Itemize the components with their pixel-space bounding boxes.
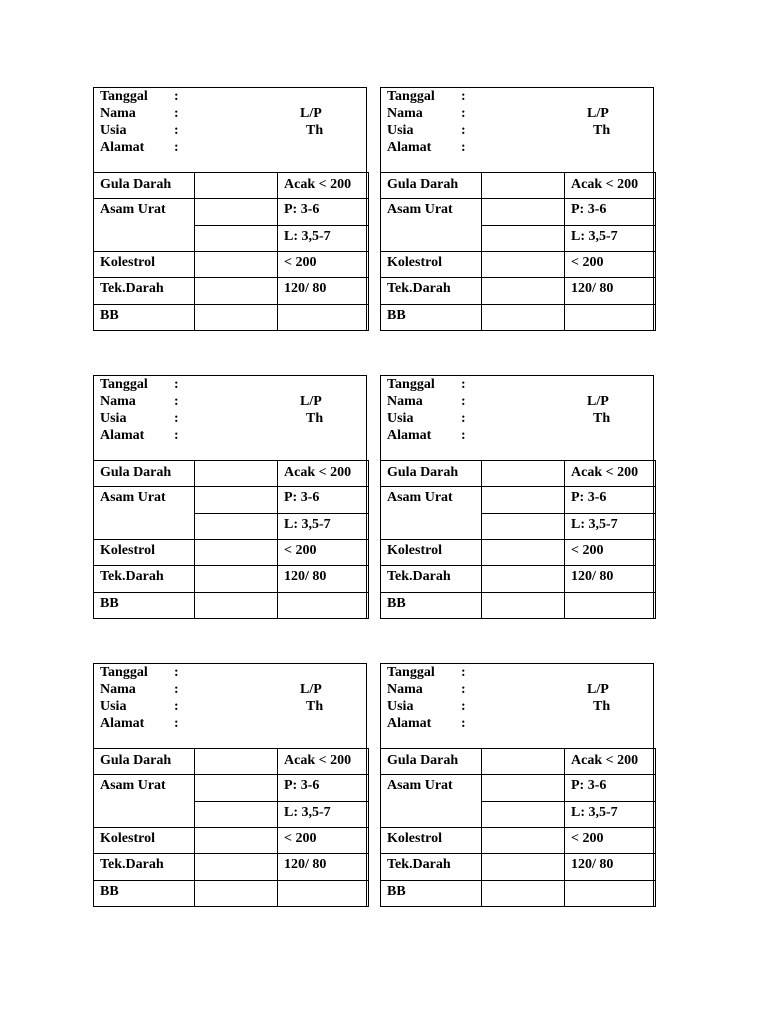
asam-urat-label: Asam Urat <box>381 775 482 828</box>
patient-info <box>381 664 653 749</box>
gender-label: L/P <box>587 682 609 697</box>
gula-darah-ref: Acak < 200 <box>278 749 369 775</box>
nama-label: Nama <box>387 682 423 697</box>
usia-colon: : <box>461 123 466 138</box>
tanggal-label: Tanggal <box>100 665 148 680</box>
age-unit-label: Th <box>306 123 324 138</box>
tek-darah-ref: 120/ 80 <box>278 278 369 304</box>
table-row <box>94 539 369 565</box>
asam-urat-value-cell-p <box>482 199 565 225</box>
asam-urat-value-cell-l <box>482 513 565 539</box>
table-row <box>94 173 369 199</box>
tek-darah-ref: 120/ 80 <box>565 854 656 880</box>
bb-ref-cell <box>278 880 369 906</box>
table-row <box>94 775 369 801</box>
tanggal-colon: : <box>174 665 179 680</box>
kolestrol-label: Kolestrol <box>381 827 482 853</box>
table-row <box>94 827 369 853</box>
tanggal-label: Tanggal <box>100 89 148 104</box>
bb-ref-cell <box>565 880 656 906</box>
asam-urat-value-cell-l <box>195 513 278 539</box>
patient-info <box>94 88 366 173</box>
tanggal-label: Tanggal <box>100 377 148 392</box>
asam-urat-ref-p: P: 3-6 <box>278 199 369 225</box>
gula-darah-value-cell <box>482 461 565 487</box>
tek-darah-value-cell <box>195 278 278 304</box>
asam-urat-ref-l: L: 3,5-7 <box>278 801 369 827</box>
kolestrol-label: Kolestrol <box>94 827 195 853</box>
asam-urat-value-cell-p <box>482 487 565 513</box>
tanggal-colon: : <box>174 89 179 104</box>
table-row <box>94 487 369 513</box>
gula-darah-label: Gula Darah <box>94 173 195 199</box>
kolestrol-ref: < 200 <box>565 251 656 277</box>
tanggal-label: Tanggal <box>387 665 435 680</box>
asam-urat-value-cell-l <box>482 225 565 251</box>
tek-darah-label: Tek.Darah <box>381 854 482 880</box>
usia-colon: : <box>461 699 466 714</box>
usia-label: Usia <box>100 411 127 426</box>
kolestrol-value-cell <box>195 539 278 565</box>
patient-info <box>94 664 366 749</box>
usia-colon: : <box>461 411 466 426</box>
alamat-label: Alamat <box>387 140 432 155</box>
gula-darah-label: Gula Darah <box>381 461 482 487</box>
tek-darah-value-cell <box>482 566 565 592</box>
tanggal-colon: : <box>461 89 466 104</box>
asam-urat-value-cell-l <box>195 801 278 827</box>
age-unit-label: Th <box>306 411 324 426</box>
kolestrol-ref: < 200 <box>565 827 656 853</box>
checkup-card <box>380 87 654 331</box>
tek-darah-label: Tek.Darah <box>94 566 195 592</box>
asam-urat-ref-p: P: 3-6 <box>565 487 656 513</box>
results-table <box>380 172 656 331</box>
table-row <box>381 827 656 853</box>
table-row <box>381 775 656 801</box>
asam-urat-ref-p: P: 3-6 <box>278 487 369 513</box>
asam-urat-ref-l: L: 3,5-7 <box>565 513 656 539</box>
nama-colon: : <box>461 682 466 697</box>
gula-darah-ref: Acak < 200 <box>278 461 369 487</box>
table-row <box>94 461 369 487</box>
asam-urat-value-cell-p <box>195 487 278 513</box>
usia-label: Usia <box>387 699 414 714</box>
asam-urat-value-cell-p <box>195 199 278 225</box>
asam-urat-label: Asam Urat <box>381 487 482 540</box>
kolestrol-label: Kolestrol <box>381 539 482 565</box>
results-table <box>93 460 369 619</box>
nama-colon: : <box>174 682 179 697</box>
gula-darah-value-cell <box>195 173 278 199</box>
bb-value-cell <box>482 592 565 618</box>
kolestrol-value-cell <box>195 827 278 853</box>
table-row <box>381 854 656 880</box>
tek-darah-ref: 120/ 80 <box>278 854 369 880</box>
kolestrol-ref: < 200 <box>278 251 369 277</box>
bb-label: BB <box>94 304 195 330</box>
usia-colon: : <box>174 123 179 138</box>
tek-darah-value-cell <box>482 854 565 880</box>
nama-label: Nama <box>100 394 136 409</box>
bb-label: BB <box>381 304 482 330</box>
alamat-label: Alamat <box>387 716 432 731</box>
table-row <box>381 173 656 199</box>
bb-label: BB <box>381 592 482 618</box>
tek-darah-label: Tek.Darah <box>381 566 482 592</box>
tek-darah-label: Tek.Darah <box>381 278 482 304</box>
table-row <box>381 749 656 775</box>
gula-darah-ref: Acak < 200 <box>565 749 656 775</box>
kolestrol-label: Kolestrol <box>381 251 482 277</box>
tek-darah-value-cell <box>195 566 278 592</box>
asam-urat-label: Asam Urat <box>94 487 195 540</box>
tek-darah-ref: 120/ 80 <box>278 566 369 592</box>
gula-darah-value-cell <box>482 749 565 775</box>
asam-urat-value-cell-l <box>195 225 278 251</box>
age-unit-label: Th <box>593 411 611 426</box>
bb-value-cell <box>482 304 565 330</box>
tek-darah-value-cell <box>195 854 278 880</box>
tek-darah-ref: 120/ 80 <box>565 566 656 592</box>
table-row <box>94 749 369 775</box>
usia-colon: : <box>174 411 179 426</box>
tek-darah-label: Tek.Darah <box>94 854 195 880</box>
gender-label: L/P <box>587 106 609 121</box>
kolestrol-value-cell <box>482 827 565 853</box>
asam-urat-ref-l: L: 3,5-7 <box>278 225 369 251</box>
table-row <box>381 251 656 277</box>
table-row <box>381 304 656 330</box>
asam-urat-label: Asam Urat <box>94 775 195 828</box>
patient-info <box>381 376 653 461</box>
nama-colon: : <box>461 394 466 409</box>
nama-label: Nama <box>100 106 136 121</box>
bb-label: BB <box>381 880 482 906</box>
table-row <box>94 566 369 592</box>
age-unit-label: Th <box>593 699 611 714</box>
alamat-colon: : <box>461 716 466 731</box>
tanggal-label: Tanggal <box>387 377 435 392</box>
nama-label: Nama <box>387 394 423 409</box>
tanggal-colon: : <box>461 377 466 392</box>
gender-label: L/P <box>587 394 609 409</box>
gula-darah-value-cell <box>195 749 278 775</box>
table-row <box>381 592 656 618</box>
table-row <box>94 278 369 304</box>
table-row <box>94 880 369 906</box>
gula-darah-ref: Acak < 200 <box>565 173 656 199</box>
kolestrol-ref: < 200 <box>278 827 369 853</box>
age-unit-label: Th <box>306 699 324 714</box>
alamat-label: Alamat <box>387 428 432 443</box>
table-row <box>94 304 369 330</box>
alamat-colon: : <box>461 140 466 155</box>
checkup-card <box>93 375 367 619</box>
table-row <box>381 199 656 225</box>
alamat-label: Alamat <box>100 140 145 155</box>
table-row <box>381 880 656 906</box>
alamat-label: Alamat <box>100 716 145 731</box>
gula-darah-label: Gula Darah <box>381 173 482 199</box>
tek-darah-ref: 120/ 80 <box>565 278 656 304</box>
nama-colon: : <box>174 106 179 121</box>
gula-darah-label: Gula Darah <box>94 749 195 775</box>
tek-darah-value-cell <box>482 278 565 304</box>
asam-urat-value-cell-l <box>482 801 565 827</box>
kolestrol-value-cell <box>195 251 278 277</box>
table-row <box>381 461 656 487</box>
kolestrol-value-cell <box>482 251 565 277</box>
table-row <box>94 251 369 277</box>
table-row <box>94 592 369 618</box>
bb-value-cell <box>482 880 565 906</box>
asam-urat-value-cell-p <box>195 775 278 801</box>
table-row <box>94 854 369 880</box>
bb-ref-cell <box>278 592 369 618</box>
gula-darah-ref: Acak < 200 <box>565 461 656 487</box>
tek-darah-label: Tek.Darah <box>94 278 195 304</box>
results-table <box>380 748 656 907</box>
gender-label: L/P <box>300 682 322 697</box>
asam-urat-ref-p: P: 3-6 <box>565 775 656 801</box>
results-table <box>93 748 369 907</box>
asam-urat-ref-l: L: 3,5-7 <box>565 801 656 827</box>
bb-value-cell <box>195 880 278 906</box>
gula-darah-value-cell <box>195 461 278 487</box>
gender-label: L/P <box>300 394 322 409</box>
gula-darah-value-cell <box>482 173 565 199</box>
usia-label: Usia <box>100 123 127 138</box>
kolestrol-ref: < 200 <box>565 539 656 565</box>
alamat-colon: : <box>461 428 466 443</box>
patient-info <box>94 376 366 461</box>
results-table <box>380 460 656 619</box>
tanggal-label: Tanggal <box>387 89 435 104</box>
usia-label: Usia <box>387 123 414 138</box>
kolestrol-label: Kolestrol <box>94 539 195 565</box>
nama-colon: : <box>461 106 466 121</box>
kolestrol-label: Kolestrol <box>94 251 195 277</box>
gula-darah-ref: Acak < 200 <box>278 173 369 199</box>
bb-ref-cell <box>565 592 656 618</box>
checkup-card <box>380 375 654 619</box>
alamat-label: Alamat <box>100 428 145 443</box>
results-table <box>93 172 369 331</box>
nama-label: Nama <box>387 106 423 121</box>
usia-label: Usia <box>100 699 127 714</box>
bb-label: BB <box>94 592 195 618</box>
bb-value-cell <box>195 592 278 618</box>
checkup-card <box>380 663 654 907</box>
asam-urat-label: Asam Urat <box>94 199 195 252</box>
checkup-card <box>93 87 367 331</box>
patient-info <box>381 88 653 173</box>
bb-value-cell <box>195 304 278 330</box>
alamat-colon: : <box>174 716 179 731</box>
kolestrol-value-cell <box>482 539 565 565</box>
age-unit-label: Th <box>593 123 611 138</box>
bb-label: BB <box>94 880 195 906</box>
asam-urat-ref-l: L: 3,5-7 <box>278 513 369 539</box>
asam-urat-label: Asam Urat <box>381 199 482 252</box>
usia-label: Usia <box>387 411 414 426</box>
gula-darah-label: Gula Darah <box>94 461 195 487</box>
asam-urat-value-cell-p <box>482 775 565 801</box>
alamat-colon: : <box>174 428 179 443</box>
table-row <box>381 487 656 513</box>
checkup-card <box>93 663 367 907</box>
tanggal-colon: : <box>461 665 466 680</box>
kolestrol-ref: < 200 <box>278 539 369 565</box>
bb-ref-cell <box>565 304 656 330</box>
tanggal-colon: : <box>174 377 179 392</box>
table-row <box>381 539 656 565</box>
bb-ref-cell <box>278 304 369 330</box>
nama-colon: : <box>174 394 179 409</box>
alamat-colon: : <box>174 140 179 155</box>
table-row <box>381 278 656 304</box>
asam-urat-ref-p: P: 3-6 <box>565 199 656 225</box>
table-row <box>94 199 369 225</box>
gender-label: L/P <box>300 106 322 121</box>
gula-darah-label: Gula Darah <box>381 749 482 775</box>
asam-urat-ref-l: L: 3,5-7 <box>565 225 656 251</box>
usia-colon: : <box>174 699 179 714</box>
asam-urat-ref-p: P: 3-6 <box>278 775 369 801</box>
table-row <box>381 566 656 592</box>
nama-label: Nama <box>100 682 136 697</box>
